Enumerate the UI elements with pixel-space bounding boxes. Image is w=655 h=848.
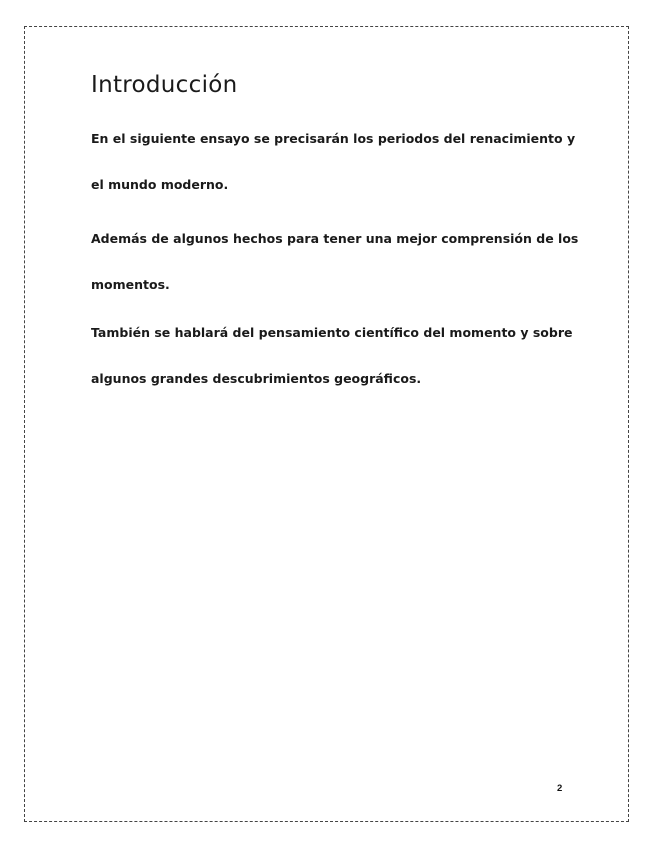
- page-title: Introducción: [91, 72, 238, 98]
- paragraph-1-line-1: En el siguiente ensayo se precisarán los periodos del renacimiento y: [91, 131, 576, 146]
- page-number: 2: [557, 783, 563, 794]
- paragraph-2: [91, 216, 578, 308]
- paragraph-1: [91, 116, 575, 208]
- paragraph-3: [91, 310, 572, 402]
- paragraph-1-line-2: el mundo moderno.: [91, 177, 229, 192]
- paragraph-2-line-2: momentos.: [91, 277, 170, 292]
- paragraph-3-line-2: algunos grandes descubrimientos geográficos.: [91, 371, 422, 386]
- paragraph-2-line-1: Además de algunos hechos para tener una mejor comprensión de los: [91, 231, 579, 246]
- paragraph-3-line-1: También se hablará del pensamiento científico del momento y sobre: [91, 325, 573, 340]
